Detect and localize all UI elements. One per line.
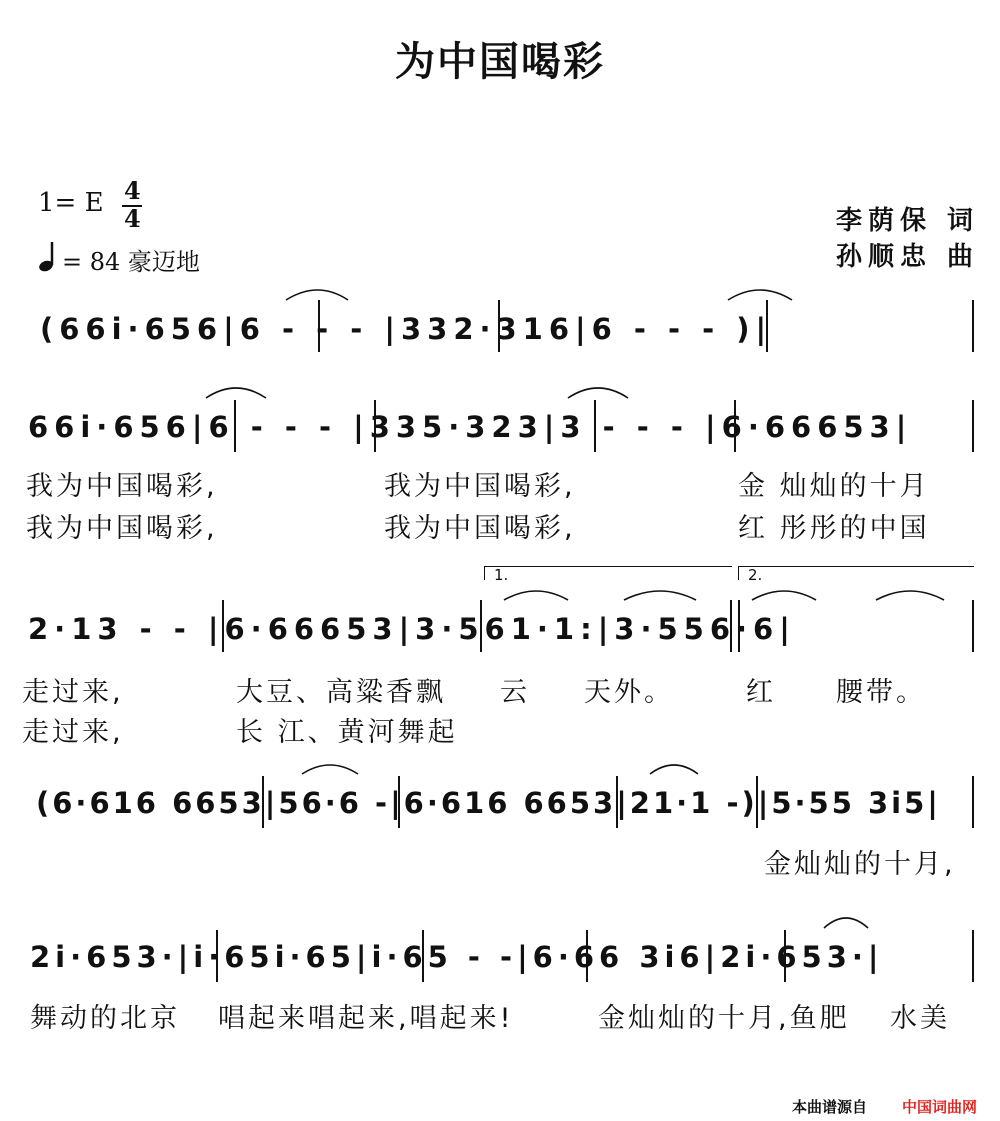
volta-2-label: 2. xyxy=(748,566,763,584)
key-signature: 1= E xyxy=(38,188,104,218)
time-sig-bottom: 4 xyxy=(124,204,141,233)
lyric-line-3b-2: 长 江、黄河舞起 xyxy=(236,717,458,748)
time-sig-top: 4 xyxy=(124,176,141,205)
slur-arc xyxy=(286,290,348,300)
lyric-line-5-3: 金灿灿的十月,鱼肥 xyxy=(598,1003,850,1034)
lyric-line-2a-3: 金 灿灿的十月 xyxy=(738,471,930,502)
lyric-line-2a-2: 我为中国喝彩, xyxy=(384,471,576,502)
lyric-line-3a-5: 红 xyxy=(746,677,776,708)
slur-arc xyxy=(752,591,816,600)
source-site-link[interactable]: 中国词曲网 xyxy=(902,1098,978,1116)
notation-line-2-text: 66i·656|6 - - - |335·323|3 - - - |6·66653| xyxy=(28,410,913,444)
tempo-marking: = 84 豪迈地 xyxy=(62,248,200,276)
lyricist-credit: 李荫保 词 xyxy=(836,206,980,236)
slur-arc xyxy=(624,591,696,600)
slur-arc xyxy=(206,388,266,398)
volta-1-label: 1. xyxy=(494,566,509,584)
lyric-line-2a-1: 我为中国喝彩, xyxy=(26,471,218,502)
lyric-line-5-1: 舞动的北京 xyxy=(30,1003,180,1034)
slur-arc xyxy=(504,591,568,600)
lyric-line-3a-1: 走过来, xyxy=(22,677,124,708)
lyric-line-5-4: 水美 xyxy=(890,1003,950,1034)
lyric-line-3a-4: 天外。 xyxy=(584,677,674,708)
lyric-line-4-1: 金灿灿的十月, xyxy=(764,849,956,880)
notation-line-3-text: 2·13 - - |6·66653|3·561·1:|3·556·6| xyxy=(28,612,796,646)
lyric-line-3a-6: 腰带。 xyxy=(836,677,926,708)
lyric-line-2b-1: 我为中国喝彩, xyxy=(26,513,218,544)
lyric-line-3a-2: 大豆、高粱香飘 xyxy=(236,677,446,708)
slur-arc xyxy=(728,290,792,300)
notation-line-5-text: 2i·653·|i·65i·65|i·65 - -|6·66 3i6|2i·653·| xyxy=(30,940,884,974)
lyric-line-3b-1: 走过来, xyxy=(22,717,124,748)
slur-arc xyxy=(876,591,944,600)
lyric-line-2b-3: 红 彤彤的中国 xyxy=(738,513,930,544)
slur-arc xyxy=(650,765,698,774)
slur-arc xyxy=(568,388,628,398)
lyric-line-5-2: 唱起来唱起来,唱起来! xyxy=(218,1003,514,1034)
slur-arc xyxy=(302,765,358,774)
song-title: 为中国喝彩 xyxy=(395,39,605,85)
composer-credit: 孙顺忠 曲 xyxy=(836,242,980,272)
notation-line-4-text: (6·616 6653|56·6 -|6·616 6653|21·1 -)|5·55 3i5| xyxy=(36,786,941,820)
notation-line-1-text: (66i·656|6 - - - |332·316|6 - - - )| xyxy=(40,312,773,346)
slur-arc xyxy=(824,918,868,928)
source-label: 本曲谱源自 xyxy=(792,1098,868,1116)
lyric-line-3a-3: 云 xyxy=(500,677,530,708)
lyric-line-2b-2: 我为中国喝彩, xyxy=(384,513,576,544)
